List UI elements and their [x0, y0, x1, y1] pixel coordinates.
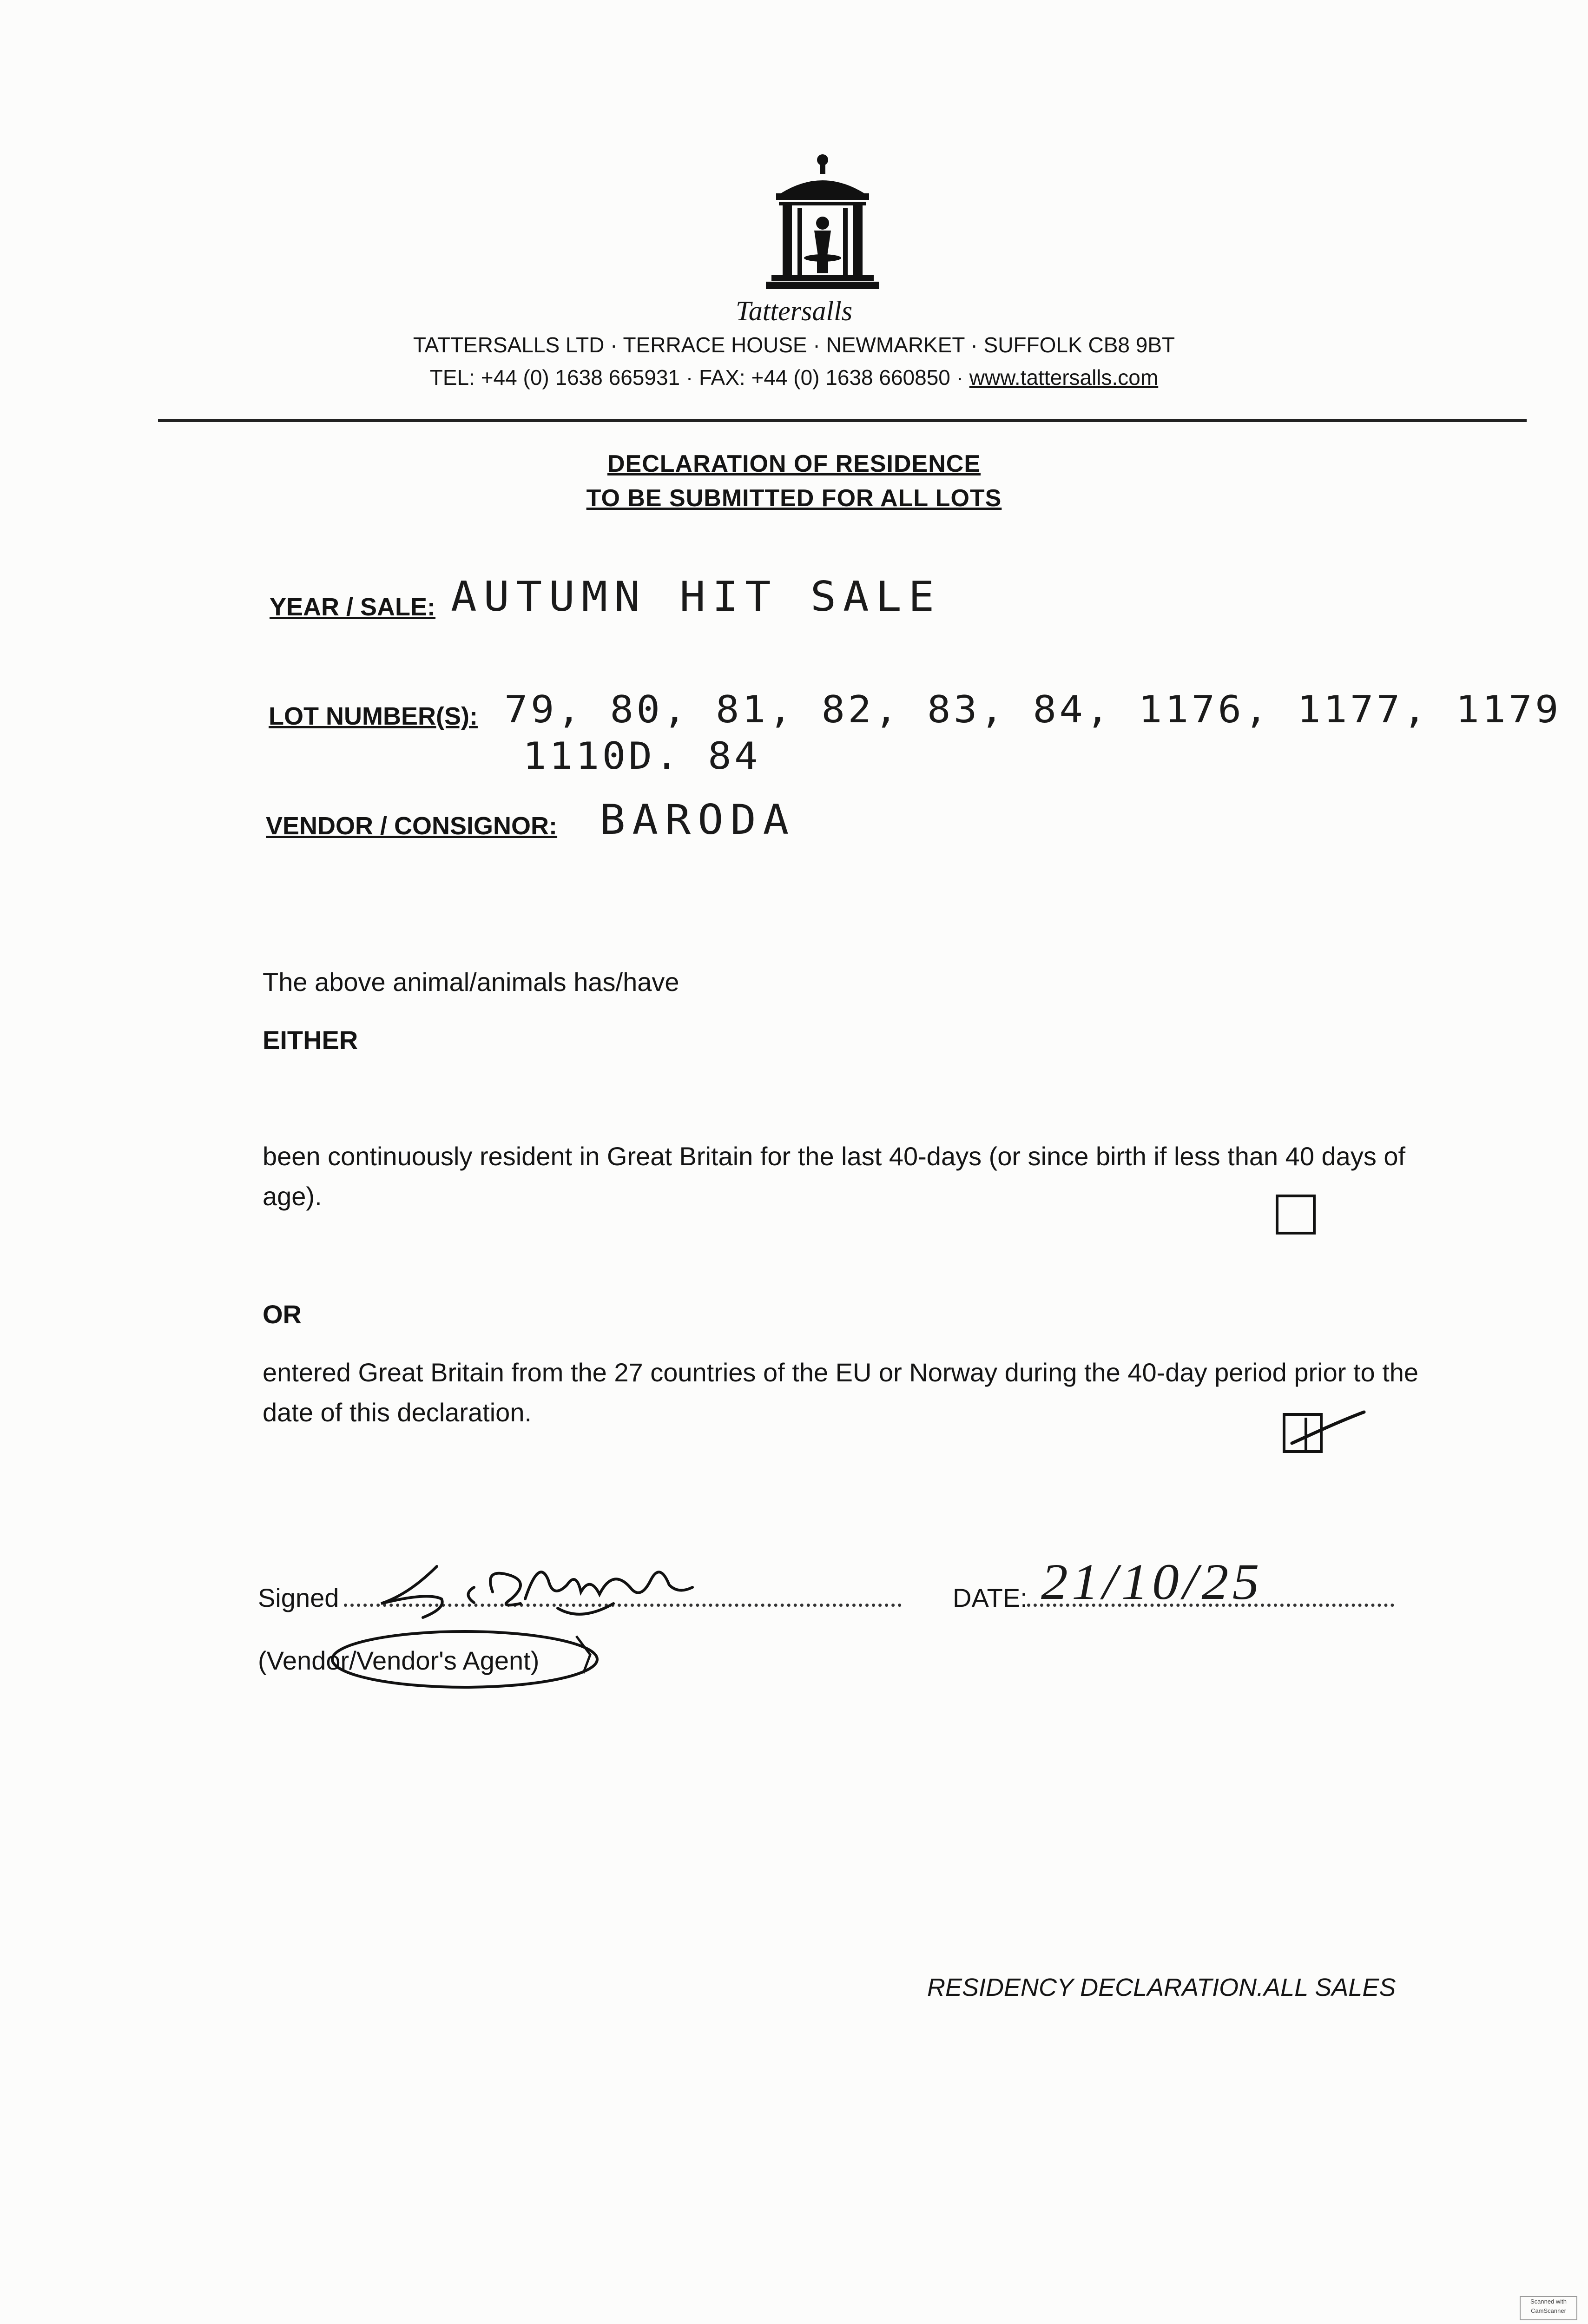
- form-footer-name: RESIDENCY DECLARATION.ALL SALES: [927, 1974, 1396, 2001]
- date-value[interactable]: 21/10/25: [1041, 1553, 1263, 1610]
- tattersalls-logo-icon: [762, 153, 883, 293]
- brand-name: Tattersalls: [735, 296, 853, 326]
- role-selection-circle: [316, 1622, 604, 1697]
- vendor-value[interactable]: BARODA: [600, 796, 796, 844]
- lot-numbers-label: LOT NUMBER(S):: [269, 702, 478, 730]
- header-divider: [158, 419, 1527, 422]
- option-1-checkbox[interactable]: [1276, 1195, 1316, 1235]
- company-contact: [0, 365, 1588, 390]
- either-heading: EITHER: [263, 1025, 358, 1055]
- option-1-text: been continuously resident in Great Britain for the last 40-days (or since birth if less than 40 days of age).: [263, 1142, 1406, 1211]
- scanner-watermark: [1520, 2296, 1577, 2320]
- or-heading: OR: [263, 1300, 302, 1329]
- website-link[interactable]: www.tattersalls.com: [969, 365, 1159, 390]
- company-address: TATTERSALLS LTD · TERRACE HOUSE · NEWMARKET · SUFFOLK CB8 9BT: [413, 333, 1175, 357]
- signed-label: Signed: [258, 1583, 339, 1612]
- year-sale-label: YEAR / SALE:: [270, 593, 436, 621]
- declaration-intro: The above animal/animals has/have: [263, 967, 679, 997]
- scanner-watermark-line-1: Scanned with: [1530, 2298, 1567, 2305]
- form-subtitle: TO BE SUBMITTED FOR ALL LOTS: [586, 485, 1002, 512]
- form-title: DECLARATION OF RESIDENCE: [607, 450, 981, 477]
- scanner-watermark-line-2: CamScanner: [1531, 2307, 1566, 2314]
- lot-numbers-value-continued[interactable]: 1110D. 84: [523, 734, 761, 778]
- option-2-text: entered Great Britain from the 27 countries of the EU or Norway during the 40-day period prior to the date of this declaration.: [263, 1358, 1419, 1427]
- year-sale-value[interactable]: AUTUMN HIT SALE: [451, 573, 941, 621]
- lot-numbers-value[interactable]: 79, 80, 81, 82, 83, 84, 1176, 1177, 1179: [504, 688, 1562, 731]
- contact-phone-fax: TEL: +44 (0) 1638 665931 · FAX: +44 (0) 1638 660850 ·: [429, 365, 969, 390]
- vendor-label: VENDOR / CONSIGNOR:: [266, 812, 558, 840]
- date-label: DATE:: [953, 1583, 1028, 1612]
- signer-role-label: (Vendor/Vendor's Agent): [258, 1646, 540, 1675]
- checkmark-icon: [1273, 1399, 1371, 1464]
